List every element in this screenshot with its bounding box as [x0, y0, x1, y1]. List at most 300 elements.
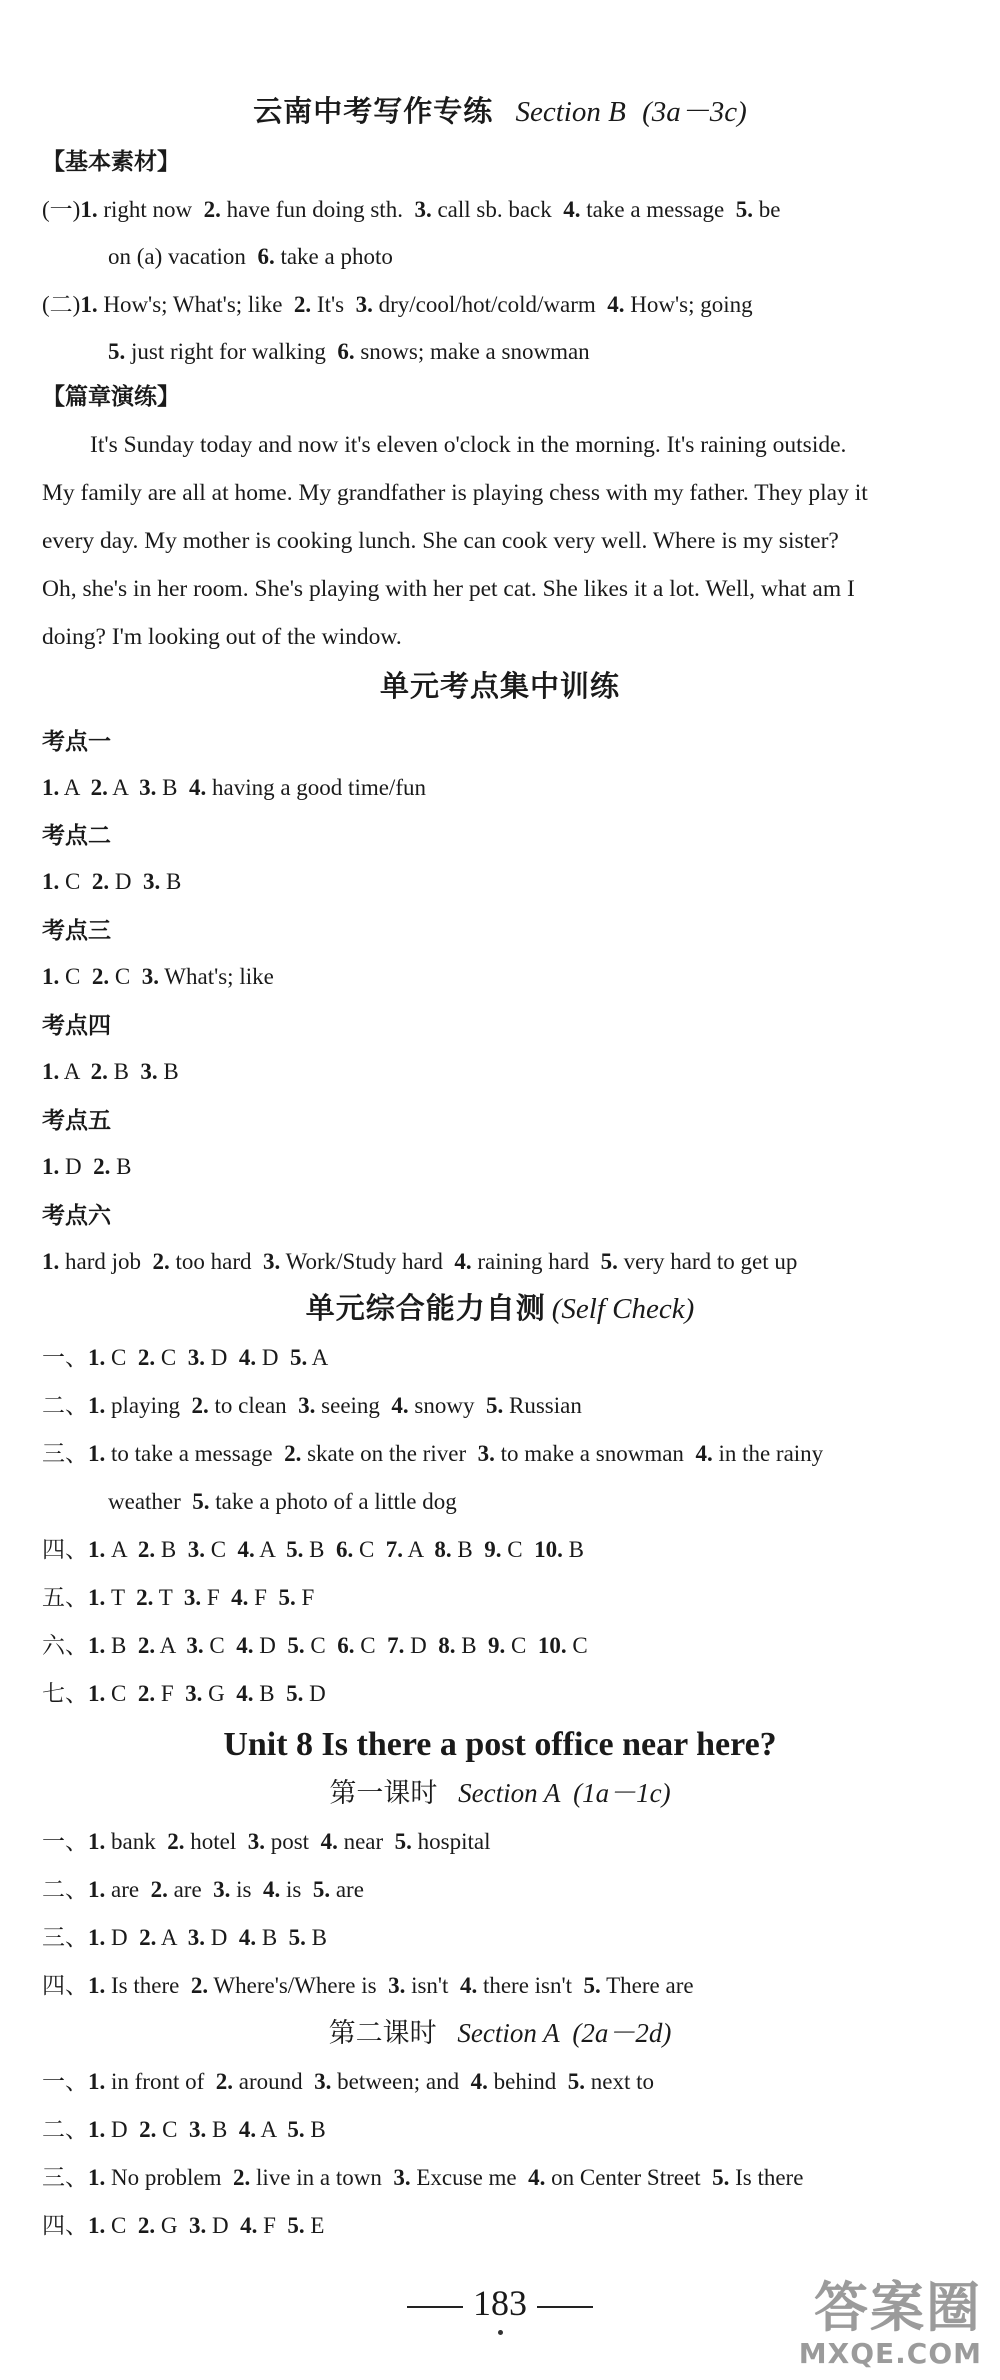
answer-number: 4. — [695, 1441, 713, 1466]
answer-list — [108, 244, 393, 269]
answer-text: C — [203, 1633, 237, 1658]
answer-number: 4. — [236, 1681, 254, 1706]
answer-text: C — [105, 1681, 138, 1706]
answer-list — [88, 1537, 584, 1562]
answer-number: 2. — [91, 964, 110, 989]
answer-text: B — [155, 1537, 188, 1562]
answer-number: 2. — [152, 1249, 170, 1274]
answer-text: B — [304, 2117, 326, 2142]
basic-group1-line2 — [0, 241, 1000, 273]
answer-number: 1. — [42, 775, 60, 800]
writing-practice-title-cn: 云南中考写作专练 — [253, 96, 494, 128]
row-prefix: 一、 — [42, 1345, 88, 1370]
answer-text: on (a) vacation — [108, 244, 258, 269]
answer-text: Excuse me — [410, 2165, 529, 2190]
row-prefix: 一、 — [42, 1829, 88, 1854]
answer-number: 2. — [90, 775, 108, 800]
answer-number: 5. — [287, 2117, 305, 2142]
answer-number: 4. — [263, 1877, 281, 1902]
answer-number: 5. — [394, 1829, 412, 1854]
page-dot — [498, 2330, 503, 2335]
answer-text: D — [105, 2117, 140, 2142]
answer-number: 2. — [90, 1059, 108, 1084]
self-check-title — [0, 1293, 1000, 1325]
answer-text: right now — [97, 197, 204, 222]
answer-number: 4. — [240, 2213, 258, 2238]
answer-number: 4. — [238, 1345, 257, 1370]
answer-number: 2. — [137, 1345, 156, 1370]
lesson2-row-2 — [0, 2114, 1000, 2146]
answer-text: A — [59, 1059, 91, 1084]
lesson1-range: (1a－1c) — [573, 1778, 671, 1808]
answer-text: are — [330, 1877, 364, 1902]
answer-text: A — [105, 1537, 138, 1562]
lesson1-section: Section A — [458, 1778, 561, 1808]
answer-text: call sb. back — [431, 197, 564, 222]
point-answers-5 — [0, 1151, 1000, 1183]
lesson2-range: (2a－2d) — [572, 2018, 672, 2048]
answer-number: 1. — [88, 1973, 106, 1998]
answer-text: just right for walking — [125, 339, 338, 364]
answer-number: 5. — [278, 1585, 296, 1610]
answer-number: 4. — [607, 292, 625, 317]
answer-text: around — [233, 2069, 315, 2094]
answer-list — [88, 1441, 823, 1466]
answer-list — [42, 1249, 797, 1274]
point-answers-6 — [0, 1246, 1000, 1278]
answer-text: Where's/Where is — [208, 1973, 389, 1998]
row-prefix: 四、 — [42, 1537, 88, 1562]
answer-number: 5. — [287, 2213, 305, 2238]
group-prefix: (二) — [42, 292, 81, 317]
answer-list — [108, 1489, 457, 1514]
answer-number: 4. — [238, 1925, 257, 1950]
answer-number: 2. — [203, 197, 221, 222]
answer-text: too hard — [169, 1249, 264, 1274]
row-prefix: 三、 — [42, 1925, 88, 1950]
answer-number: 4. — [236, 1633, 254, 1658]
answer-number: 5. — [312, 1877, 331, 1902]
answer-number: 2. — [139, 2117, 157, 2142]
answer-text: B — [451, 1537, 485, 1562]
answer-list — [88, 1925, 327, 1950]
answer-number: 2. — [150, 1877, 168, 1902]
answer-number: 3. — [388, 1973, 406, 1998]
lesson1-title-cn: 第一课时 — [329, 1778, 438, 1808]
lesson1-row-3 — [0, 1922, 1000, 1954]
answer-list — [88, 1877, 364, 1902]
answer-number: 3. — [140, 1059, 158, 1084]
answer-number: 3. — [187, 1537, 205, 1562]
answer-text: A — [256, 2117, 288, 2142]
essay-line-1: It's Sunday today and now it's eleven o'clock in the morning. It's raining outside. — [90, 432, 847, 458]
answer-list — [88, 1829, 490, 1854]
essay-line-4: Oh, she's in her room. She's playing with her pet cat. She likes it a lot. Well, what am I — [42, 576, 855, 602]
answer-number: 1. — [88, 1441, 106, 1466]
point-answers-3 — [0, 961, 1000, 993]
self-check-row-3-cont — [0, 1486, 1000, 1518]
answer-text: C — [566, 1633, 588, 1658]
essay-line-2: My family are all at home. My grandfather is playing chess with my father. They play it — [42, 480, 868, 506]
answer-number: 4. — [459, 1973, 478, 1998]
answer-number: 5. — [567, 2069, 585, 2094]
lesson2-row-4 — [0, 2210, 1000, 2242]
answer-number: 4. — [237, 1537, 255, 1562]
answer-number: 2. — [139, 1925, 157, 1950]
answer-number: 5. — [286, 1681, 304, 1706]
answer-number: 5. — [289, 1345, 308, 1370]
answer-number: 1. — [42, 964, 60, 989]
answer-number: 5. — [286, 1537, 304, 1562]
answer-text: dry/cool/hot/cold/warm — [372, 292, 608, 317]
answer-number: 5. — [288, 1925, 306, 1950]
essay-line-5: doing? I'm looking out of the window. — [42, 624, 402, 650]
answer-text: A — [107, 775, 140, 800]
answer-text: Russian — [503, 1393, 582, 1418]
answer-number: 5. — [192, 1489, 210, 1514]
answer-text: is — [280, 1877, 313, 1902]
essay-line-3: every day. My mother is cooking lunch. She can cook very well. Where is my sister? — [42, 528, 839, 554]
answer-number: 3. — [183, 1585, 202, 1610]
basic-group2-line2 — [0, 336, 1000, 368]
answer-text: Is there — [729, 2165, 804, 2190]
answer-number: 5. — [600, 1249, 618, 1274]
answer-text: take a photo of a little dog — [209, 1489, 457, 1514]
row-prefix: 四、 — [42, 2213, 88, 2238]
answer-number: 4. — [238, 2117, 257, 2142]
answer-number: 2. — [190, 1973, 209, 1998]
answer-number: 4. — [231, 1585, 249, 1610]
answer-list — [42, 1154, 131, 1179]
answer-text: F — [257, 2213, 288, 2238]
answer-text: T — [153, 1585, 184, 1610]
answer-text: next to — [584, 2069, 654, 2094]
answer-number: 3. — [355, 292, 373, 317]
lesson1-title — [0, 1777, 1000, 1809]
answer-number: 2. — [137, 1537, 156, 1562]
point-label-2: 考点二 — [42, 823, 111, 848]
answer-text: D — [256, 1345, 290, 1370]
answer-text: having a good time/fun — [206, 775, 426, 800]
answer-number: 1. — [80, 197, 98, 222]
answer-number: 1. — [88, 1681, 106, 1706]
answer-number: 1. — [42, 1249, 60, 1274]
writing-practice-title — [0, 96, 1000, 128]
answer-text: seeing — [315, 1393, 392, 1418]
answer-text: to clean — [208, 1393, 299, 1418]
answer-number: 2. — [93, 1154, 111, 1179]
answer-number: 7. — [385, 1537, 404, 1562]
answer-list — [88, 1585, 314, 1610]
self-check-row-5 — [0, 1582, 1000, 1614]
answer-number: 2. — [293, 292, 312, 317]
answer-text: B — [157, 1059, 179, 1084]
answer-text: B — [110, 1154, 132, 1179]
answer-number: 1. — [88, 1633, 106, 1658]
answer-number: 3. — [185, 1681, 203, 1706]
answer-number: 3. — [187, 1925, 205, 1950]
answer-text: How's; going — [624, 292, 753, 317]
self-check-title-en: (Self Check) — [551, 1293, 695, 1325]
dash-right — [537, 2306, 593, 2308]
row-prefix: 五、 — [42, 1585, 88, 1610]
answer-list — [42, 869, 181, 894]
answer-number: 7. — [387, 1633, 405, 1658]
row-prefix: 三、 — [42, 1441, 88, 1466]
answer-list — [80, 292, 752, 317]
watermark-logo — [798, 2276, 982, 2370]
unit8-title: Unit 8 Is there a post office near here? — [223, 1726, 777, 1763]
answer-number: 10. — [534, 1537, 563, 1562]
answer-text: hotel — [184, 1829, 248, 1854]
answer-number: 3. — [393, 2165, 411, 2190]
answer-text: D — [204, 1925, 239, 1950]
lesson2-row-1 — [0, 2066, 1000, 2098]
point-answers-4 — [0, 1056, 1000, 1088]
answer-text: hospital — [411, 1829, 491, 1854]
point-label-1: 考点一 — [42, 729, 111, 754]
self-check-row-2 — [0, 1390, 1000, 1422]
row-prefix: 三、 — [42, 2165, 88, 2190]
answer-number: 2. — [284, 1441, 302, 1466]
answer-text: C — [105, 2213, 138, 2238]
point-answers-1 — [0, 772, 1000, 804]
answer-text: C — [105, 1345, 138, 1370]
answer-text: C — [59, 869, 92, 894]
answer-text: What's; like — [158, 964, 274, 989]
row-prefix: 四、 — [42, 1973, 88, 1998]
answer-number: 2. — [167, 1829, 185, 1854]
answer-text: D — [105, 1925, 140, 1950]
answer-text: C — [109, 964, 142, 989]
answer-text: B — [562, 1537, 584, 1562]
answer-list — [88, 1393, 582, 1418]
page-number-text: 183 — [473, 2283, 527, 2323]
point-label-4: 考点四 — [42, 1013, 111, 1038]
answer-number: 1. — [88, 1393, 106, 1418]
lesson2-title-cn: 第二课时 — [328, 2018, 437, 2048]
answer-text: B — [105, 1633, 138, 1658]
answer-list — [88, 1633, 588, 1658]
answer-text: skate on the river — [301, 1441, 478, 1466]
lesson1-row-2 — [0, 1874, 1000, 1906]
answer-text: B — [455, 1633, 489, 1658]
answer-text: F — [155, 1681, 186, 1706]
answer-list — [88, 1681, 326, 1706]
row-prefix: 一、 — [42, 2069, 88, 2094]
answer-text: C — [304, 1633, 338, 1658]
self-check-row-7 — [0, 1678, 1000, 1710]
answer-text: C — [501, 1537, 535, 1562]
point-label-3: 考点三 — [42, 918, 111, 943]
answer-number: 1. — [42, 1059, 60, 1084]
answer-text: E — [304, 2213, 325, 2238]
answer-number: 2. — [136, 1585, 154, 1610]
writing-practice-range: (3a－3c) — [642, 96, 747, 128]
self-check-row-4 — [0, 1534, 1000, 1566]
answer-number: 2. — [191, 1393, 209, 1418]
answer-text: A — [307, 1345, 329, 1370]
answer-number: 4. — [563, 197, 581, 222]
answer-text: D — [404, 1633, 439, 1658]
answer-text: in front of — [105, 2069, 216, 2094]
answer-number: 1. — [88, 1925, 106, 1950]
answer-text: are — [105, 1877, 151, 1902]
answer-text: very hard to get up — [617, 1249, 798, 1274]
answer-text: in the rainy — [712, 1441, 824, 1466]
answer-text: B — [256, 1925, 289, 1950]
lesson1-row-1 — [0, 1826, 1000, 1858]
answer-text: B — [160, 869, 182, 894]
answer-list — [88, 2213, 324, 2238]
answer-text: Work/Study hard — [280, 1249, 455, 1274]
answer-number: 5. — [735, 197, 753, 222]
answer-text: C — [156, 2117, 189, 2142]
answer-number: 8. — [434, 1537, 452, 1562]
answer-text: G — [202, 1681, 237, 1706]
answer-number: 2. — [91, 869, 110, 894]
point-label-5: 考点五 — [42, 1108, 111, 1133]
answer-number: 5. — [287, 1633, 305, 1658]
answer-text: raining hard — [471, 1249, 601, 1274]
row-prefix: 二、 — [42, 2117, 88, 2142]
answer-text: on Center Street — [545, 2165, 713, 2190]
answer-text: B — [305, 1925, 328, 1950]
answer-number: 3. — [414, 197, 432, 222]
answer-text: there isn't — [477, 1973, 584, 1998]
answer-text: How's; What's; like — [97, 292, 294, 317]
answer-number: 2. — [233, 2165, 251, 2190]
answer-number: 1. — [88, 2213, 106, 2238]
lesson2-title — [0, 2017, 1000, 2049]
answer-text: B — [156, 775, 189, 800]
answer-number: 8. — [438, 1633, 456, 1658]
answer-number: 5. — [108, 339, 126, 364]
self-check-title-cn: 单元综合能力自测 — [305, 1293, 546, 1325]
row-prefix: 七、 — [42, 1681, 88, 1706]
answer-text: between; and — [331, 2069, 471, 2094]
answer-text: snows; make a snowman — [354, 339, 590, 364]
answer-number: 1. — [88, 1877, 106, 1902]
answer-text: A — [59, 775, 91, 800]
basic-material-heading: 【基本素材】 — [42, 149, 180, 174]
answer-text: F — [295, 1585, 315, 1610]
answer-number: 2. — [137, 1681, 156, 1706]
answer-number: 3. — [139, 775, 157, 800]
self-check-row-1 — [0, 1342, 1000, 1374]
answer-number: 1. — [88, 1585, 106, 1610]
point-answers-2 — [0, 866, 1000, 898]
answer-list — [88, 2069, 654, 2094]
answer-number: 10. — [537, 1633, 567, 1658]
answer-number: 1. — [88, 2165, 106, 2190]
answer-text: be — [752, 197, 781, 222]
answer-number: 4. — [391, 1393, 409, 1418]
writing-practice-section: Section B — [515, 96, 626, 128]
answer-list — [108, 339, 590, 364]
answer-number: 3. — [314, 2069, 332, 2094]
answer-number: 3. — [213, 1877, 231, 1902]
answer-text: D — [59, 1154, 94, 1179]
answer-text: are — [167, 1877, 214, 1902]
answer-list — [88, 2165, 803, 2190]
watermark-url: MXQE.COM — [798, 2337, 982, 2370]
answer-text: Is there — [105, 1973, 191, 1998]
answer-number: 3. — [186, 1633, 204, 1658]
answer-number: 4. — [189, 775, 207, 800]
answer-text: A — [403, 1537, 435, 1562]
answer-list — [42, 1059, 179, 1084]
answer-number: 1. — [88, 1829, 106, 1854]
answer-text: have fun doing sth. — [220, 197, 415, 222]
lesson2-section: Section A — [457, 2018, 560, 2048]
answer-number: 1. — [88, 1537, 106, 1562]
answer-list — [42, 964, 274, 989]
answer-number: 3. — [477, 1441, 495, 1466]
answer-text: snowy — [408, 1393, 486, 1418]
answer-text: B — [206, 2117, 239, 2142]
point-label-6: 考点六 — [42, 1203, 111, 1228]
answer-text: C — [353, 1537, 386, 1562]
basic-group1-line1 — [0, 194, 1000, 226]
answer-number: 1. — [88, 2117, 106, 2142]
answer-text: C — [155, 1345, 188, 1370]
dash-left — [407, 2306, 463, 2308]
answer-text: playing — [105, 1393, 192, 1418]
answer-list — [42, 775, 426, 800]
answer-text: is — [230, 1877, 263, 1902]
answer-text: live in a town — [250, 2165, 394, 2190]
answer-number: 4. — [454, 1249, 472, 1274]
answer-number: 5. — [583, 1973, 601, 1998]
answer-text: isn't — [405, 1973, 460, 1998]
answer-number: 3. — [298, 1393, 316, 1418]
answer-list — [88, 1973, 694, 1998]
answer-number: 4. — [470, 2069, 488, 2094]
answer-list — [80, 197, 780, 222]
answer-text: C — [354, 1633, 388, 1658]
answer-text: D — [206, 2213, 241, 2238]
answer-number: 1. — [80, 292, 98, 317]
answer-number: 5. — [712, 2165, 730, 2190]
answer-list — [88, 2117, 326, 2142]
answer-text: D — [253, 1633, 288, 1658]
answer-number: 3. — [141, 964, 159, 989]
answer-number: 4. — [320, 1829, 338, 1854]
answer-number: 6. — [337, 1633, 355, 1658]
answer-text: B — [303, 1537, 336, 1562]
answer-text: to take a message — [105, 1441, 285, 1466]
answer-number: 4. — [528, 2165, 546, 2190]
answer-number: 3. — [187, 1345, 205, 1370]
answer-number: 6. — [335, 1537, 354, 1562]
answer-text: weather — [108, 1489, 193, 1514]
basic-group2-line1 — [0, 289, 1000, 321]
answer-text: F — [248, 1585, 279, 1610]
answer-number: 1. — [88, 2069, 106, 2094]
unit-points-title: 单元考点集中训练 — [379, 671, 620, 703]
row-prefix: 二、 — [42, 1393, 88, 1418]
answer-number: 1. — [42, 869, 60, 894]
self-check-row-3 — [0, 1438, 1000, 1470]
answer-text: A — [254, 1537, 287, 1562]
answer-text: B — [107, 1059, 141, 1084]
answer-number: 1. — [88, 1345, 106, 1370]
answer-text: D — [109, 869, 143, 894]
group-prefix: (一) — [42, 197, 81, 222]
self-check-row-6 — [0, 1630, 1000, 1662]
answer-number: 2. — [215, 2069, 234, 2094]
